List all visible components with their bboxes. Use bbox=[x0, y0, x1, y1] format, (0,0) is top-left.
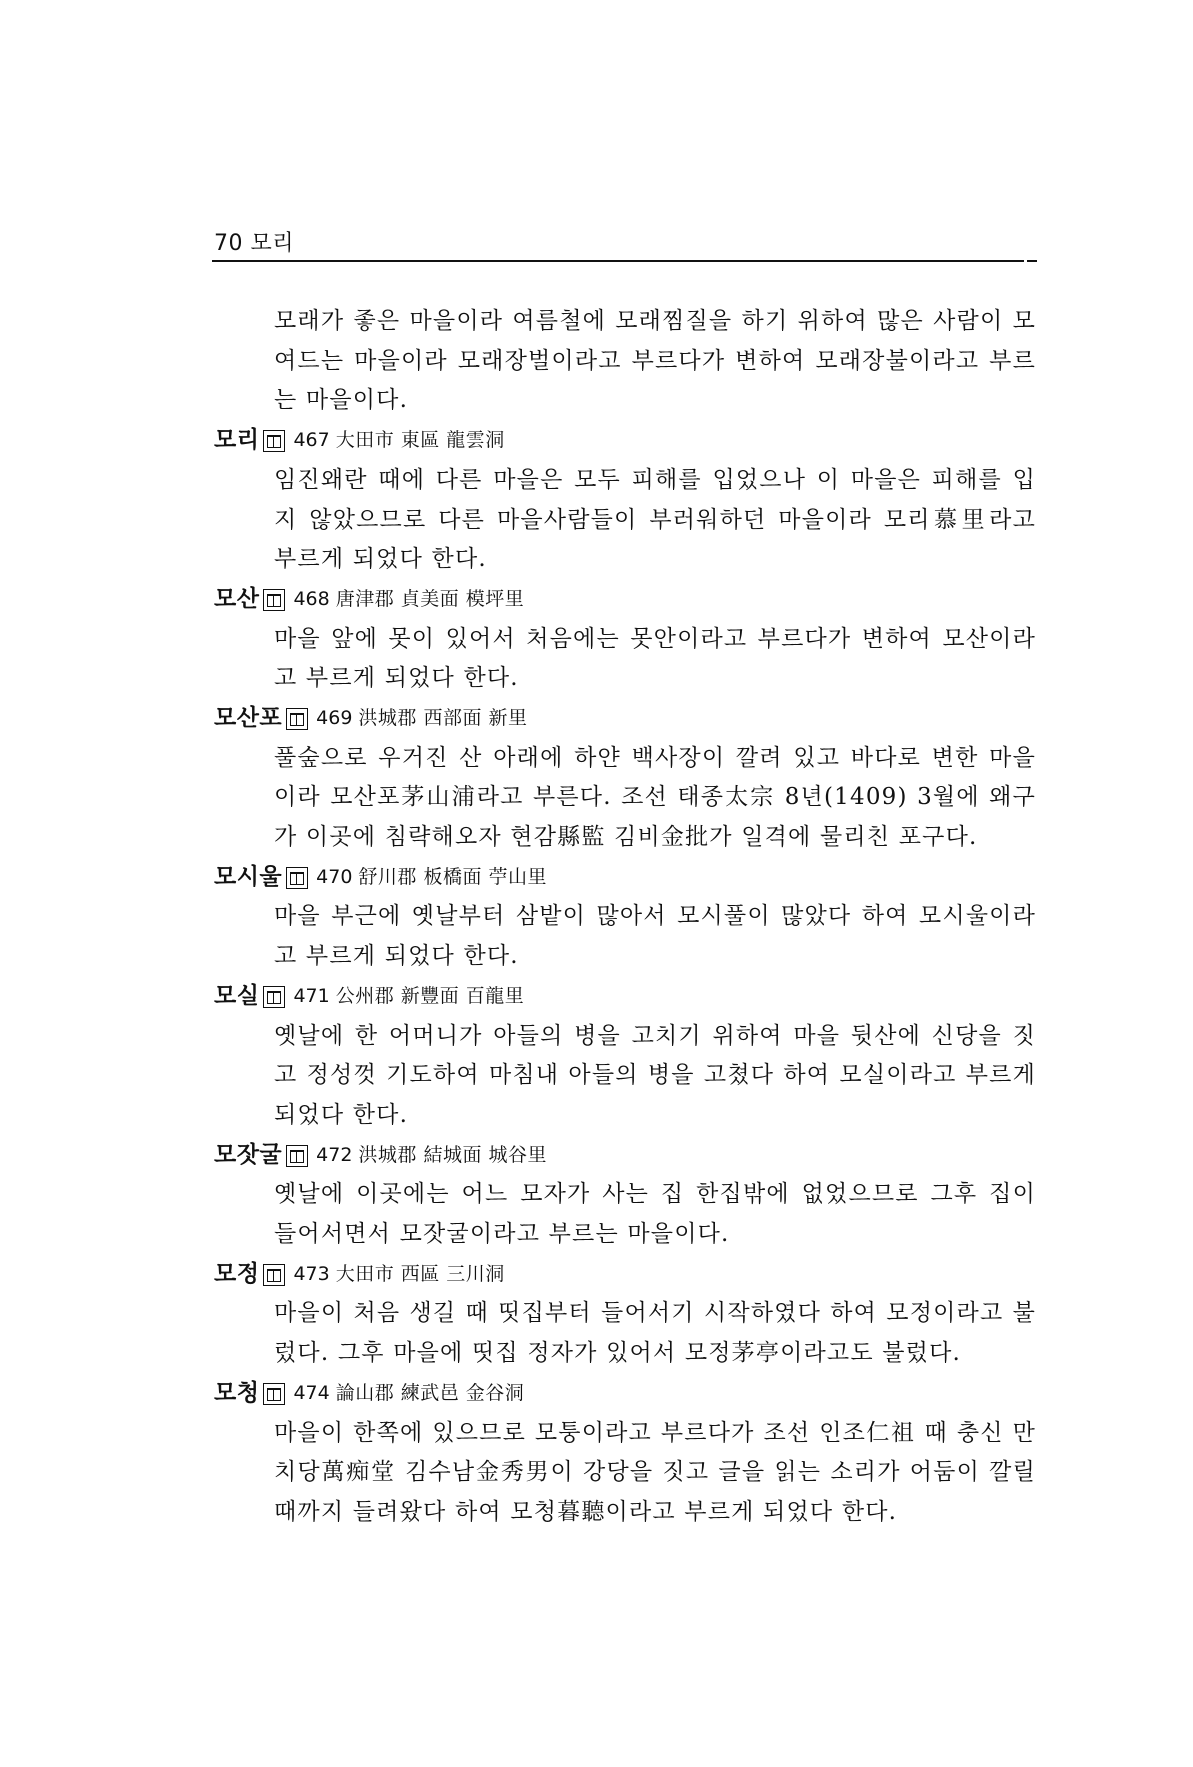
entry-term: 모리 bbox=[214, 427, 260, 454]
running-header bbox=[214, 226, 1032, 257]
entry bbox=[214, 580, 1036, 699]
entry bbox=[214, 977, 1036, 1136]
entry-header bbox=[214, 1374, 1036, 1414]
entry-number: 473 bbox=[293, 1262, 330, 1285]
entry-place: 唐津郡 貞美面 模坪里 bbox=[335, 587, 525, 610]
entry-term: 모잣굴 bbox=[214, 1141, 283, 1168]
entry-text: 임진왜란 때에 다른 마을은 모두 피해를 입었으나 이 마을은 피해를 입지 않았으므로 다른 마을사람들이 부러워하던 마을이라 모리慕里라고 부르게 되었다 한다. bbox=[274, 466, 1036, 573]
entry-number: 472 bbox=[316, 1143, 353, 1166]
entry-number: 471 bbox=[293, 984, 330, 1007]
entry-header bbox=[214, 858, 1036, 898]
entry-term: 모정 bbox=[214, 1260, 260, 1287]
page-number: 70 bbox=[214, 231, 243, 256]
entry-term: 모산 bbox=[214, 585, 260, 612]
entry-place: 公州郡 新豐面 百龍里 bbox=[335, 984, 525, 1007]
header-title: 모리 bbox=[250, 231, 295, 256]
entry-term: 모실 bbox=[214, 982, 260, 1009]
entry-header bbox=[214, 977, 1036, 1017]
boxed-grid-icon bbox=[286, 1145, 308, 1167]
entry-header bbox=[214, 1136, 1036, 1176]
header-rule-tick bbox=[1027, 260, 1037, 262]
entry-place: 論山郡 練武邑 金谷洞 bbox=[335, 1381, 525, 1404]
entry-place: 洪城郡 西部面 新里 bbox=[358, 707, 528, 729]
boxed-grid-icon bbox=[263, 1383, 285, 1405]
entry-term: 모청 bbox=[214, 1379, 260, 1406]
entry-text: 옛날에 한 어머니가 아들의 병을 고치기 위하여 마을 뒷산에 신당을 짓고 정성껏 기도하여 마침내 아들의 병을 고쳤다 하여 모실이라고 부르게 되었다 한다. bbox=[274, 1022, 1036, 1128]
dictionary-content bbox=[214, 302, 1036, 1533]
entry-header bbox=[214, 421, 1036, 461]
entry-header bbox=[214, 580, 1036, 620]
entry-text: 마을 부근에 옛날부터 삼밭이 많아서 모시풀이 많았다 하여 모시울이라고 부르게 되었다 한다. bbox=[274, 903, 1036, 970]
entry bbox=[214, 421, 1036, 580]
entry-number: 469 bbox=[316, 707, 353, 729]
entry-text: 마을이 한쪽에 있으므로 모퉁이라고 부르다가 조선 인조仁祖 때 충신 만치당萬痴堂 김수남金秀男이 강당을 짓고 글을 읽는 소리가 어둠이 깔릴 때까지 들려왔다 하여 모청暮聽이라고 부르게 되었다 한다. bbox=[274, 1419, 1036, 1525]
entry-number: 470 bbox=[316, 865, 353, 888]
entry-text: 마을 앞에 못이 있어서 처음에는 못안이라고 부르다가 변하여 모산이라고 부르게 되었다 한다. bbox=[274, 625, 1036, 692]
entry bbox=[214, 1136, 1036, 1255]
intro-paragraph: 모래가 좋은 마을이라 여름철에 모래찜질을 하기 위하여 많은 사람이 모여드는 마을이라 모래장벌이라고 부르다가 변하여 모래장불이라고 부르는 마을이다. bbox=[274, 308, 1036, 414]
entry-place: 大田市 東區 龍雲洞 bbox=[335, 429, 505, 452]
entry-text: 마을이 처음 생길 때 띳집부터 들어서기 시작하였다 하여 모정이라고 불렀다. 그후 마을에 띳집 정자가 있어서 모정茅亭이라고도 불렀다. bbox=[274, 1300, 1036, 1367]
entry-term: 모산포 bbox=[214, 705, 283, 731]
boxed-grid-icon bbox=[263, 986, 285, 1008]
boxed-grid-icon bbox=[263, 430, 285, 452]
header-rule bbox=[212, 260, 1024, 262]
entry-term: 모시울 bbox=[214, 863, 283, 890]
boxed-grid-icon bbox=[263, 1264, 285, 1286]
entry-place: 洪城郡 結城面 城谷里 bbox=[358, 1143, 548, 1166]
entry-header bbox=[214, 1255, 1036, 1295]
entry-number: 474 bbox=[293, 1381, 330, 1404]
entry-number: 468 bbox=[293, 587, 330, 610]
entry-number: 467 bbox=[293, 429, 330, 452]
boxed-grid-icon bbox=[263, 589, 285, 611]
entry-place: 舒川郡 板橋面 苧山里 bbox=[358, 865, 548, 888]
entry bbox=[214, 699, 1036, 858]
entry-text: 옛날에 이곳에는 어느 모자가 사는 집 한집밖에 없었으므로 그후 집이 들어서면서 모잣굴이라고 부르는 마을이다. bbox=[274, 1181, 1036, 1248]
entry-place: 大田市 西區 三川洞 bbox=[335, 1262, 505, 1285]
entry-text: 풀숲으로 우거진 산 아래에 하얀 백사장이 깔려 있고 바다로 변한 마을이라 모산포茅山浦라고 부른다. 조선 태종太宗 8년(1409) 3월에 왜구가 이곳에 침략해오자 현감縣監 김비金批가 일격에 물리친 포구다. bbox=[274, 744, 1036, 851]
boxed-grid-icon bbox=[286, 708, 308, 730]
entry-header bbox=[214, 699, 1036, 739]
entry bbox=[214, 858, 1036, 977]
entry bbox=[214, 1374, 1036, 1533]
entry bbox=[214, 1255, 1036, 1374]
boxed-grid-icon bbox=[286, 867, 308, 889]
